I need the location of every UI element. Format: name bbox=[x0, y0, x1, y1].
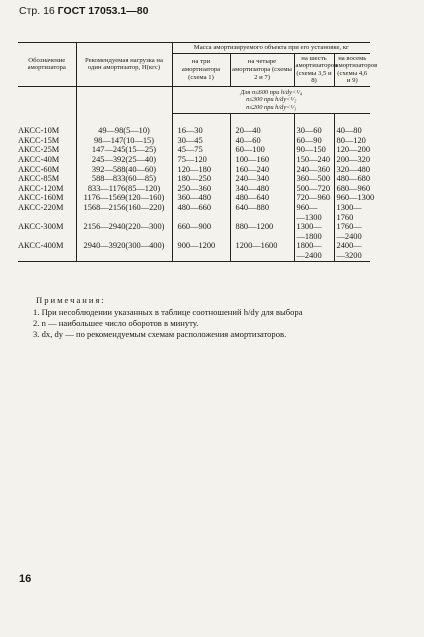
table-cell: 480—660 bbox=[172, 203, 230, 213]
condition-line: n≤200 при h/dy<¹/₃ bbox=[246, 103, 297, 111]
table-cell: 1760 bbox=[334, 213, 370, 223]
table-cell: 480—640 bbox=[230, 193, 294, 203]
table-cell: 1300— bbox=[294, 222, 334, 232]
note-item: 3. dx, dy — по рекомендуемым схемам расположения амортизаторов. bbox=[33, 329, 287, 339]
col-mass-6: на шесть амортизаторов (схемы 3,5 и 8) bbox=[294, 53, 334, 86]
table-cell: —2400 bbox=[334, 232, 370, 242]
col-mass-4: на четыре амортизатора (схемы 2 и 7) bbox=[230, 53, 294, 86]
table-cell: 500—720 bbox=[294, 184, 334, 194]
table-row bbox=[18, 174, 370, 184]
table-cell bbox=[230, 213, 294, 223]
conditions-cell bbox=[172, 86, 370, 113]
table-cell bbox=[230, 232, 294, 242]
table-cell: 1300— bbox=[334, 203, 370, 213]
table-row bbox=[18, 241, 370, 251]
table-cell: 49—98(5—10) bbox=[76, 114, 172, 136]
page-header bbox=[19, 5, 148, 17]
table-cell: 30—60 bbox=[294, 114, 334, 136]
table-cell: 720—960 bbox=[294, 193, 334, 203]
table-cell: АКСС-220М bbox=[18, 202, 64, 212]
table-cell: 1760— bbox=[334, 222, 370, 232]
table-cell: АКСС-15М bbox=[18, 135, 60, 145]
table-cell: 2156—2940(220—300) bbox=[76, 222, 172, 232]
notes-title: Примечания: bbox=[36, 295, 106, 305]
table-cell bbox=[172, 213, 230, 223]
table-cell: 960— bbox=[294, 203, 334, 213]
table-cell bbox=[172, 232, 230, 242]
table-cell: 960—1300 bbox=[334, 193, 370, 203]
table-cell: 2400— bbox=[334, 241, 370, 251]
standard-code: ГОСТ 17053.1—80 bbox=[57, 5, 149, 17]
table-cell: 147—245(15—25) bbox=[76, 145, 172, 155]
table-cell: 360—480 bbox=[172, 193, 230, 203]
table-cell: —2400 bbox=[294, 251, 334, 261]
table-row bbox=[18, 114, 370, 136]
table-cell: АКСС-85М bbox=[18, 174, 60, 184]
table-cell bbox=[76, 213, 172, 223]
table-cell: 100—160 bbox=[230, 155, 294, 165]
table-cell: 45—75 bbox=[172, 145, 230, 155]
table-cell bbox=[76, 251, 172, 261]
col-designation: Обозначение амортизатора bbox=[18, 43, 76, 87]
table-cell: 250—360 bbox=[172, 184, 230, 194]
table-row bbox=[18, 222, 370, 232]
table-cell: 340—480 bbox=[230, 184, 294, 194]
table-cell: 40—60 bbox=[230, 136, 294, 146]
col-mass-3: на три амортизатора (схема 1) bbox=[172, 53, 230, 86]
table-cell: АКСС-25М bbox=[18, 145, 60, 155]
table-row bbox=[18, 232, 370, 242]
table-row bbox=[18, 251, 370, 261]
table-cell: 120—180 bbox=[172, 165, 230, 175]
table-cell: 1176—1569(120—160) bbox=[76, 193, 172, 203]
table-row bbox=[18, 145, 370, 155]
table-cell: 320—480 bbox=[334, 165, 370, 175]
table-row bbox=[18, 165, 370, 175]
condition-line: n≤300 при h/dy<¹/₂ bbox=[246, 96, 297, 104]
condition-line: Для n≤600 при h/dy<¹/₄ bbox=[240, 88, 303, 96]
table-cell: 880—1200 bbox=[230, 222, 294, 232]
table-row bbox=[18, 155, 370, 165]
table-cell: АКСС-400М bbox=[18, 241, 64, 251]
table-cell: 75—120 bbox=[172, 155, 230, 165]
table-cell bbox=[18, 232, 76, 242]
notes-block bbox=[33, 295, 306, 340]
table-row bbox=[18, 213, 370, 223]
col-mass-group: Масса амортизируемого объекта при его установке, кг bbox=[172, 43, 370, 54]
table-cell: 900—1200 bbox=[172, 241, 230, 251]
table-cell: 245—392(25—40) bbox=[76, 155, 172, 165]
table-cell bbox=[18, 251, 76, 261]
col-mass-8: на восемь амортизаторов (схемы 4,6 и 9) bbox=[334, 53, 370, 86]
table-cell: —1300 bbox=[294, 213, 334, 223]
table-cell: АКСС-10М bbox=[18, 125, 60, 135]
table-row bbox=[18, 184, 370, 194]
table-cell: АКСС-300М bbox=[18, 222, 64, 232]
table-cell: 16—30 bbox=[172, 114, 230, 136]
table-cell: 80—120 bbox=[334, 136, 370, 146]
table-cell: 30—45 bbox=[172, 136, 230, 146]
table-cell: 200—320 bbox=[334, 155, 370, 165]
table-cell: 680—960 bbox=[334, 184, 370, 194]
note-item: 2. n — наибольшее число оборотов в минуту. bbox=[33, 318, 199, 328]
table-cell: 1200—1600 bbox=[230, 241, 294, 251]
table-cell: 1800— bbox=[294, 241, 334, 251]
table-cell: 20—40 bbox=[230, 114, 294, 136]
table-cell bbox=[76, 232, 172, 242]
table-cell: 588—833(60—85) bbox=[76, 174, 172, 184]
table-cell: 180—250 bbox=[172, 174, 230, 184]
table-cell: 660—900 bbox=[172, 222, 230, 232]
table-cell: 40—80 bbox=[334, 114, 370, 136]
table-cell: 120—200 bbox=[334, 145, 370, 155]
table-cell: 360—500 bbox=[294, 174, 334, 184]
table-cell bbox=[230, 251, 294, 261]
table-row bbox=[18, 136, 370, 146]
table-cell: —1800 bbox=[294, 232, 334, 242]
shock-absorber-table bbox=[18, 42, 378, 262]
note-item: 1. При несоблюдении указанных в таблице соотношений h/dy для выбора bbox=[33, 307, 303, 317]
table-cell bbox=[172, 251, 230, 261]
table-cell: 640—880 bbox=[230, 203, 294, 213]
table-cell: АКСС-160М bbox=[18, 193, 64, 203]
table-cell: —3200 bbox=[334, 251, 370, 261]
table-cell: 392—588(40—60) bbox=[76, 165, 172, 175]
table-cell: 2940—3920(300—400) bbox=[76, 241, 172, 251]
table-cell: 60—90 bbox=[294, 136, 334, 146]
table-cell: АКСС-60М bbox=[18, 164, 60, 174]
table-cell: АКСС-40М bbox=[18, 154, 60, 164]
table-cell: 150—240 bbox=[294, 155, 334, 165]
table-row bbox=[18, 203, 370, 213]
table-cell: 160—240 bbox=[230, 165, 294, 175]
table-cell bbox=[18, 213, 76, 223]
col-load: Рекомендуемая нагрузка на один амортизатор, Н(кгс) bbox=[76, 43, 172, 87]
table-cell: 90—150 bbox=[294, 145, 334, 155]
table-cell: 98—147(10—15) bbox=[76, 136, 172, 146]
table-body bbox=[18, 114, 375, 261]
page-label: Стр. 16 bbox=[19, 5, 55, 17]
table-cell: 240—360 bbox=[294, 165, 334, 175]
table-cell: 480—680 bbox=[334, 174, 370, 184]
table-cell: АКСС-120М bbox=[18, 183, 64, 193]
table-row bbox=[18, 193, 370, 203]
table-cell: 1568—2156(160—220) bbox=[76, 203, 172, 213]
page-number: 16 bbox=[19, 573, 32, 585]
table-cell: 240—340 bbox=[230, 174, 294, 184]
table-cell: 833—1176(85—120) bbox=[76, 184, 172, 194]
table-cell: 60—100 bbox=[230, 145, 294, 155]
